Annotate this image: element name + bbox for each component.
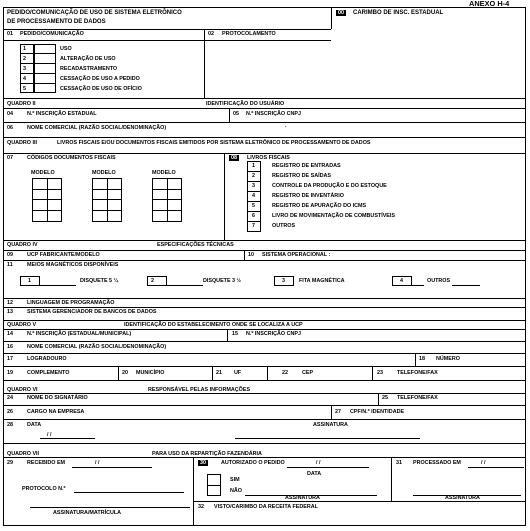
- q1-option-num: 3: [23, 66, 26, 72]
- f27-num: 27: [335, 409, 341, 415]
- q1-option-label: ALTERAÇÃO DE USO: [60, 56, 116, 62]
- q1-option-num: 4: [23, 76, 26, 82]
- signature-matricula-line[interactable]: [30, 507, 190, 508]
- midia-label: OUTROS: [427, 278, 451, 284]
- modelo-label: MODELO: [152, 170, 176, 176]
- livros-row-rule-1: [247, 171, 261, 172]
- f24-field-rule: [3, 405, 526, 406]
- livros-row-rule-6: [247, 221, 261, 222]
- livro-num: 4: [252, 193, 255, 199]
- livro-num: 5: [252, 203, 255, 209]
- f01-num: 01: [7, 31, 13, 37]
- f23-num: 23: [377, 370, 383, 376]
- f12-field-rule: [3, 307, 526, 308]
- f11-num: 11: [7, 262, 13, 268]
- f24-label: NOME DO SIGNATÁRIO: [27, 395, 88, 401]
- f17-label: LOGRADOURO: [27, 356, 67, 362]
- f23-label: TELEFONE/FAX: [397, 370, 438, 376]
- f00-label: CARIMBO DE INSC. ESTADUAL: [353, 10, 444, 16]
- livros-row-rule-2: [247, 181, 261, 182]
- f15-label: N.º INSCRIÇÃO CNPJ: [246, 331, 301, 337]
- header-divider: [331, 7, 332, 29]
- f04-label: N.º INSCRIÇÃO ESTADUAL: [27, 111, 97, 117]
- protocolo-label: PROTOCOLO N.º: [22, 486, 66, 492]
- livro-num: 3: [252, 183, 255, 189]
- f24-num: 24: [7, 395, 13, 401]
- f06-label: NOME COMERCIAL (RAZÃO SOCIAL/DENOMINAÇÃO): [27, 125, 167, 131]
- q1-row-rule-3: [20, 73, 56, 74]
- f30-label: AUTORIZADO O PEDIDO: [221, 460, 285, 466]
- midia-checkbox[interactable]: [147, 276, 167, 286]
- livro-label: CONTROLE DA PRODUÇÃO E DO ESTOQUE: [272, 183, 387, 189]
- q1-bottom-rule: [3, 98, 526, 99]
- f14-label: N.º INSCRIÇÃO (ESTADUAL/MUNICIPAL): [27, 331, 132, 337]
- f28-num: 28: [7, 422, 13, 428]
- f31-signature-label: ASSINATURA: [445, 495, 480, 501]
- q7-divider-1: [193, 457, 194, 526]
- modelo-label: MODELO: [31, 170, 55, 176]
- f17-f18-divider: [415, 353, 416, 366]
- q4-title: ESPECIFICAÇÕES TÉCNICAS: [157, 242, 234, 248]
- livros-row-rule-5: [247, 211, 261, 212]
- q1-option-label: CESSAÇÃO DE USO A PEDIDO: [60, 76, 140, 82]
- q1-divider: [204, 29, 205, 98]
- f31-num: 31: [396, 460, 402, 466]
- f13-label: SISTEMA GERENCIADOR DE BANCOS DE DADOS: [27, 309, 157, 315]
- livro-num: 1: [252, 163, 255, 169]
- livro-label: REGISTRO DE SAÍDAS: [272, 173, 332, 179]
- f29-num: 29: [7, 460, 13, 466]
- q6-title-num: QUADRO VI: [7, 387, 38, 393]
- q6-title-rule: [3, 393, 526, 394]
- anexo-label: ANEXO H-4: [469, 0, 510, 8]
- f04-f05-divider: [229, 108, 230, 122]
- f32-num: 32: [198, 504, 204, 510]
- f19-f20-divider: [118, 366, 119, 380]
- q7-title-rule: [3, 457, 526, 458]
- modelo-label: MODELO: [92, 170, 116, 176]
- f18-num: 18: [419, 356, 425, 362]
- f07-f08-divider: [224, 153, 225, 240]
- modelo-code-grid[interactable]: [92, 178, 122, 222]
- f20-f21-divider: [212, 366, 213, 380]
- f22-num: 22: [282, 370, 288, 376]
- f09-num: 09: [7, 252, 13, 258]
- q4-title-num: QUADRO IV: [7, 242, 38, 248]
- f29-label: RECEBIDO EM: [27, 460, 66, 466]
- q5-bottom-rule: [3, 380, 526, 381]
- livros-row-rule-4: [247, 201, 261, 202]
- midia-label: DISQUETE 3 ½: [203, 278, 242, 284]
- f28-label: DATA: [27, 422, 42, 428]
- f16-num: 16: [7, 344, 13, 350]
- form-title-line1: PEDIDO/COMUNICAÇÃO DE USO DE SISTEMA ELETRÔNICO: [7, 10, 182, 16]
- f02-num: 02: [208, 31, 214, 37]
- f28-date-line[interactable]: [40, 438, 95, 439]
- f19-num: 19: [7, 370, 13, 376]
- f09-field-rule: [3, 260, 526, 261]
- modelo-code-grid[interactable]: [32, 178, 62, 222]
- q1-row-rule-2: [20, 63, 56, 64]
- signature-matricula-label: ASSINATURA/MATRÍCULA: [53, 510, 122, 516]
- f30-num: 30: [200, 460, 206, 466]
- livro-num: 2: [252, 173, 255, 179]
- q1-option-num: 2: [23, 56, 26, 62]
- f07-label: CÓDIGOS DOCUMENTOS FISCAIS: [27, 155, 116, 161]
- f01-label: PEDIDO/COMUNICAÇÃO: [20, 31, 84, 37]
- midia-fill-line: [412, 285, 424, 286]
- f02-label: PROTOCOLAMENTO: [222, 31, 276, 37]
- f26-field-rule: [3, 419, 526, 420]
- f11-field-rule: [3, 298, 526, 299]
- f18-label: NÚMERO: [436, 356, 460, 362]
- f04-num: 04: [7, 111, 13, 117]
- protocolo-line[interactable]: [74, 492, 184, 493]
- f26-label: CARGO NA EMPRESA: [27, 409, 85, 415]
- f31-date: / /: [481, 460, 486, 466]
- f30-signature-label: ASSINATURA: [285, 495, 320, 501]
- q2-title-num: QUADRO II: [7, 101, 36, 107]
- livros-row-rule-3: [247, 191, 261, 192]
- form-title-line2: DE PROCESSAMENTO DE DADOS: [7, 19, 106, 25]
- q1-option-num: 1: [23, 46, 26, 52]
- f22-f23-divider: [372, 366, 373, 380]
- q1-row-rule-4: [20, 83, 56, 84]
- f26-f27-divider: [331, 405, 332, 419]
- livro-label: REGISTRO DE APURAÇÃO DO ICMS: [272, 203, 367, 209]
- f21-num: 21: [216, 370, 222, 376]
- q2-title: IDENTIFICAÇÃO DO USUÁRIO: [206, 101, 285, 107]
- livro-num: 6: [252, 213, 255, 219]
- f25-label: TELEFONE/FAX: [397, 395, 438, 401]
- f11-label: MEIOS MAGNÉTICOS DISPONÍVEIS: [27, 262, 119, 268]
- midia-num: 3: [282, 278, 285, 284]
- q2-title-rule: [3, 108, 526, 109]
- f20-label: MUNICÍPIO: [136, 370, 165, 376]
- f12-num: 12: [7, 300, 13, 306]
- f27-label: CPF/N.º IDENTIDADE: [350, 409, 405, 415]
- q7-title: PARA USO DA REPARTIÇÃO FAZENDÁRIA: [152, 451, 262, 457]
- q1-checkbox-column[interactable]: [34, 44, 56, 93]
- f10-label: SISTEMA OPERACIONAL :: [262, 252, 331, 258]
- f28-date-separators: / /: [47, 432, 52, 438]
- livro-label: REGISTRO DE INVENTÁRIO: [272, 193, 344, 199]
- sim-nao-rule: [207, 485, 221, 486]
- f29-date: / /: [95, 460, 100, 466]
- midia-fill-line: [40, 285, 76, 286]
- f16-label: NOME COMERCIAL (RAZÃO SOCIAL/DENOMINAÇÃO): [27, 344, 167, 350]
- f09-f10-divider: [244, 250, 245, 260]
- q1-option-label: RECADASTRAMENTO: [60, 66, 118, 72]
- f32-top-rule: [193, 501, 526, 502]
- livro-label: REGISTRO DE ENTRADAS: [272, 163, 341, 169]
- f09-label: UCP FABRICANTE/MODELO: [27, 252, 100, 258]
- f06-mark: .: [285, 123, 287, 129]
- header-bottom-rule: [3, 29, 331, 30]
- f13-num: 13: [7, 309, 13, 315]
- q3-bottom-rule: [3, 240, 526, 241]
- q1-option-label: USO: [60, 46, 72, 52]
- q1-option-num: 5: [23, 86, 26, 92]
- f30-date-line[interactable]: [287, 467, 369, 468]
- f24-f25-divider: [378, 393, 379, 405]
- f29-date-line[interactable]: [72, 467, 152, 468]
- q7-title-num: QUADRO VII: [7, 451, 40, 457]
- midia-label: FITA MAGNÉTICA: [299, 278, 345, 284]
- midia-num: 4: [400, 278, 403, 284]
- f14-num: 14: [7, 331, 13, 337]
- q6-bottom-rule: [3, 443, 526, 444]
- q5-title: IDENTIFICAÇÃO DO ESTABELECIMENTO ONDE SE LOCALIZA A UCP: [124, 322, 303, 328]
- f06-num: 06: [7, 125, 13, 131]
- signature-label: ASSINATURA: [313, 422, 348, 428]
- f08-num: 08: [231, 155, 237, 161]
- f19-label: COMPLEMENTO: [27, 370, 70, 376]
- f08-label: LIVROS FISCAIS: [247, 155, 290, 161]
- midia-fill-line: [452, 285, 480, 286]
- midia-label: DISQUETE 5 ¼: [80, 278, 119, 284]
- q5-title-rule: [3, 329, 526, 330]
- f31-date-line[interactable]: [468, 467, 524, 468]
- f10-num: 10: [248, 252, 254, 258]
- f31-label: PROCESSADO EM: [413, 460, 461, 466]
- f05-num: 05: [233, 111, 239, 117]
- midia-num: 1: [28, 278, 31, 284]
- f04-field-rule: [3, 122, 526, 123]
- f14-field-rule: [3, 341, 526, 342]
- f14-f15-divider: [227, 329, 228, 341]
- q3-title-num: QUADRO III: [7, 140, 37, 146]
- q4-bottom-rule: [3, 320, 526, 321]
- livro-label: LIVRO DE MOVIMENTAÇÃO DE COMBUSTÍVEIS: [272, 213, 395, 219]
- f30-date: / /: [316, 460, 321, 466]
- q1-row-rule-1: [20, 53, 56, 54]
- q4-title-rule: [3, 250, 526, 251]
- f22-label: CEP: [302, 370, 314, 376]
- q1-subrule: [3, 40, 331, 41]
- f20-num: 20: [122, 370, 128, 376]
- f07-num: 07: [7, 155, 13, 161]
- livro-label: OUTROS: [272, 223, 296, 229]
- f00-num: 00: [338, 10, 344, 16]
- signature-line[interactable]: [235, 438, 420, 439]
- f30-date-label: DATA: [307, 471, 322, 477]
- f21-f22-divider: [267, 366, 268, 380]
- f32-label: VISTO/CARIMBO DA RECEITA FEDERAL: [214, 504, 318, 510]
- f26-num: 26: [7, 409, 13, 415]
- midia-fill-line: [167, 285, 203, 286]
- q2-bottom-rule: [3, 137, 526, 138]
- f25-num: 25: [382, 395, 388, 401]
- f21-label: UF: [234, 370, 242, 376]
- q5-title-num: QUADRO V: [7, 322, 37, 328]
- midia-num: 2: [151, 278, 154, 284]
- q1-option-label: CESSAÇÃO DE USO DE OFÍCIO: [60, 86, 142, 92]
- sim-label: SIM: [230, 477, 240, 483]
- f12-label: LINGUAGEM DE PROGRAMAÇÃO: [27, 300, 115, 306]
- f15-num: 15: [232, 331, 238, 337]
- f17-field-rule: [3, 366, 526, 367]
- f16-field-rule: [3, 353, 526, 354]
- nao-label: NÃO: [230, 488, 242, 494]
- q3-title: LIVROS FISCAIS E/OU DOCUMENTOS FISCAIS EMITIDOS POR SISTEMA ELETRÔNICO DE PROCESSAMENTO DE DADOS: [57, 140, 371, 146]
- q7-divider-2: [391, 457, 392, 501]
- f17-num: 17: [7, 356, 13, 362]
- f05-label: N.º INSCRIÇÃO CNPJ: [246, 111, 301, 117]
- q6-title: RESPONSÁVEL PELAS INFORMAÇÕES: [148, 387, 251, 393]
- q3-title-rule: [3, 153, 526, 154]
- modelo-code-grid[interactable]: [152, 178, 182, 222]
- livro-num: 7: [252, 223, 255, 229]
